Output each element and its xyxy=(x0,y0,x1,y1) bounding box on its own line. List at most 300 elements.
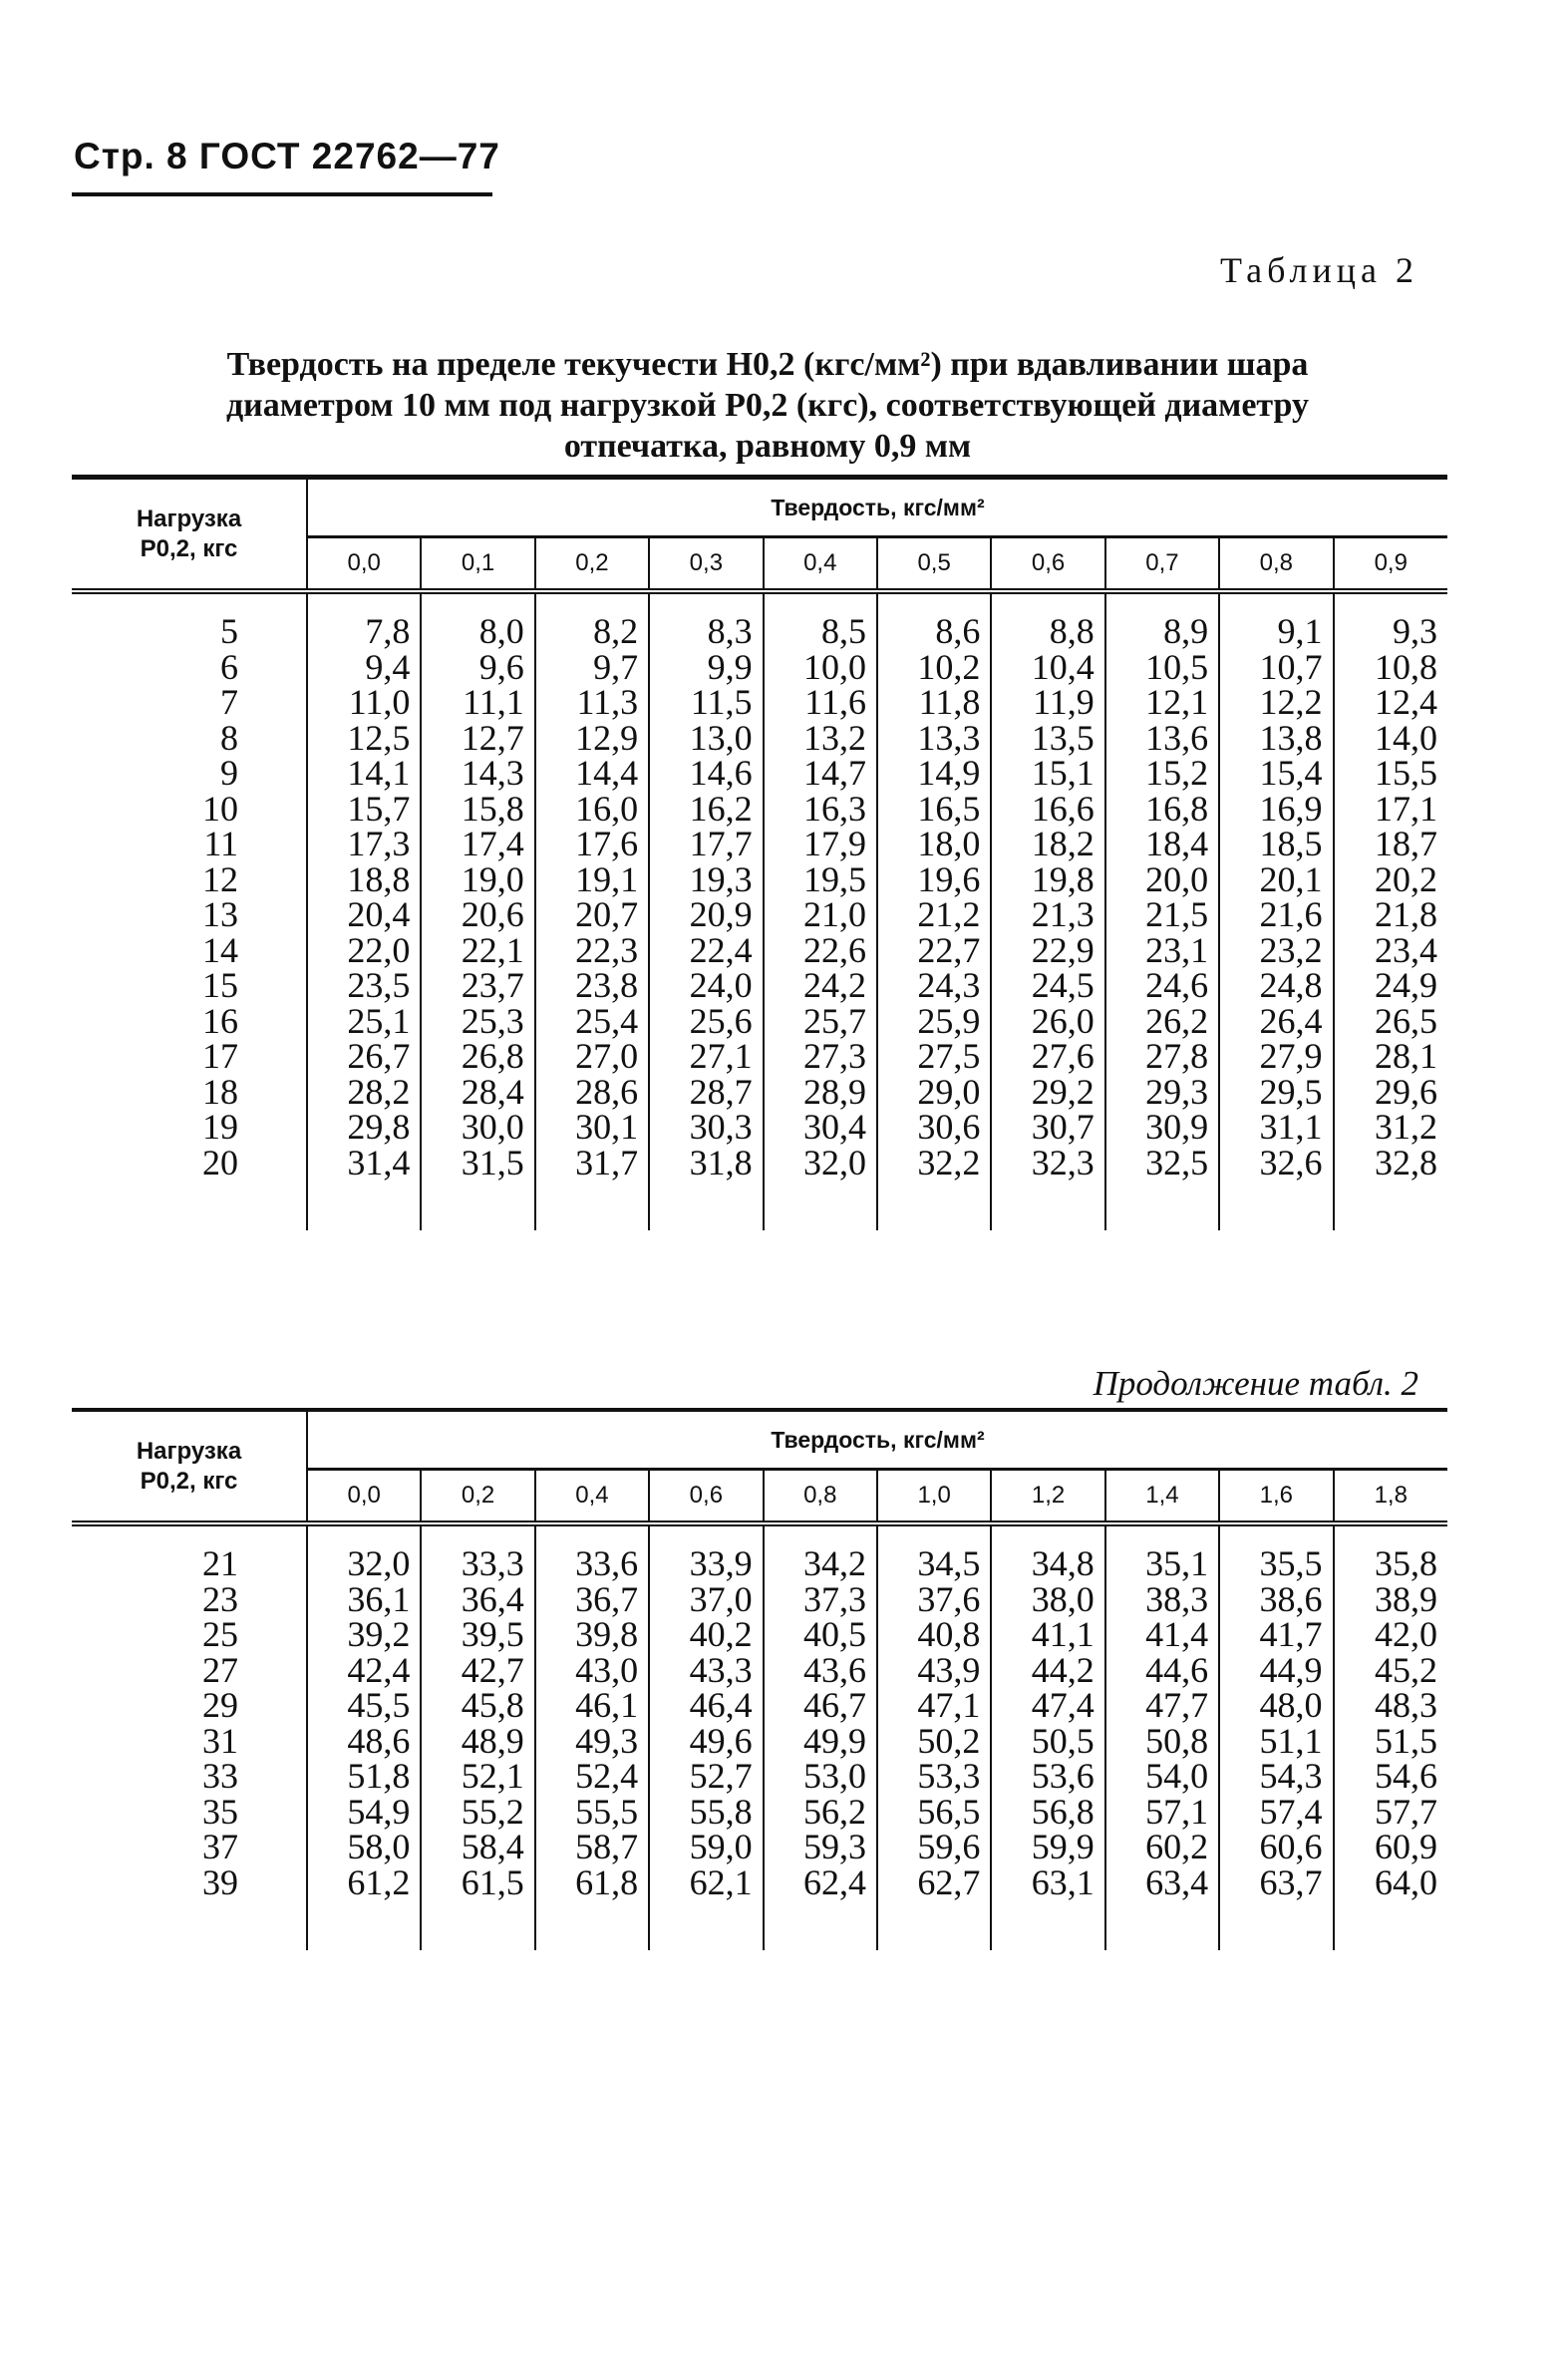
spacer-cell xyxy=(991,1900,1104,1950)
table-row xyxy=(72,1653,1447,1689)
hardness-cell: 28,7 xyxy=(649,1075,763,1111)
table-caption xyxy=(159,344,1376,467)
hardness-cell: 30,3 xyxy=(649,1110,763,1146)
table-row xyxy=(72,650,1447,686)
hardness-cell: 49,3 xyxy=(535,1724,649,1760)
spacer-cell xyxy=(991,1181,1104,1230)
hardness-cell: 26,8 xyxy=(421,1039,534,1075)
caption-line-1: Твердость на пределе текучести H0,2 (кгс/мм²) при вдавливании шара xyxy=(226,346,1309,383)
hardness-cell: 32,8 xyxy=(1334,1146,1447,1182)
column-header: 1,4 xyxy=(1105,1470,1219,1524)
load-cell: 37 xyxy=(72,1830,307,1865)
hardness-cell: 48,9 xyxy=(421,1724,534,1760)
table-row xyxy=(72,721,1447,757)
load-header xyxy=(72,1410,307,1523)
spacer-cell xyxy=(1105,1900,1219,1950)
hardness-cell: 20,0 xyxy=(1105,862,1219,898)
hardness-cell: 12,5 xyxy=(347,717,411,758)
hardness-cell: 62,1 xyxy=(649,1865,763,1901)
hardness-cell: 45,8 xyxy=(421,1688,534,1724)
hardness-cell: 17,7 xyxy=(649,827,763,862)
hardness-header: Твердость, кгс/мм² xyxy=(307,1410,1447,1470)
hardness-cell: 29,0 xyxy=(877,1075,991,1111)
hardness-table-2 xyxy=(72,1408,1447,1950)
spacer-cell xyxy=(649,1900,763,1950)
hardness-cell: 17,6 xyxy=(535,827,649,862)
hardness-cell: 22,1 xyxy=(421,933,534,969)
hardness-cell: 59,6 xyxy=(877,1830,991,1865)
spacer-cell xyxy=(1105,1181,1219,1230)
column-header: 0,4 xyxy=(764,537,877,592)
table-row xyxy=(72,756,1447,792)
hardness-cell: 11,8 xyxy=(877,685,991,721)
hardness-cell: 17,4 xyxy=(421,827,534,862)
hardness-cell: 26,5 xyxy=(1334,1004,1447,1040)
spacer-cell xyxy=(1219,1900,1333,1950)
hardness-cell: 22,6 xyxy=(764,933,877,969)
hardness-cell: 15,5 xyxy=(1334,756,1447,792)
hardness-cell: 18,5 xyxy=(1219,827,1333,862)
load-cell: 31 xyxy=(72,1724,307,1760)
load-cell: 33 xyxy=(72,1759,307,1795)
hardness-cell: 27,0 xyxy=(535,1039,649,1075)
hardness-cell: 61,2 xyxy=(347,1861,411,1902)
hardness-cell: 31,8 xyxy=(649,1146,763,1182)
hardness-cell: 57,4 xyxy=(1219,1795,1333,1831)
load-cell: 7 xyxy=(72,685,307,721)
hardness-cell: 16,8 xyxy=(1105,792,1219,828)
hardness-cell: 33,6 xyxy=(535,1546,649,1582)
column-header: 0,1 xyxy=(421,537,534,592)
hardness-cell: 8,5 xyxy=(764,614,877,650)
hardness-cell: 21,3 xyxy=(991,897,1104,933)
hardness-cell: 21,0 xyxy=(764,897,877,933)
hardness-cell: 31,4 xyxy=(347,1142,411,1182)
hardness-header: Твердость, кгс/мм² xyxy=(307,478,1447,537)
hardness-cell: 38,6 xyxy=(1219,1582,1333,1618)
hardness-cell: 27,6 xyxy=(991,1039,1104,1075)
column-header: 0,0 xyxy=(347,549,381,576)
hardness-cell: 31,5 xyxy=(421,1146,534,1182)
load-cell: 29 xyxy=(72,1688,307,1724)
hardness-cell: 52,1 xyxy=(421,1759,534,1795)
column-header: 1,0 xyxy=(877,1470,991,1524)
column-header: 0,9 xyxy=(1334,537,1447,592)
hardness-cell: 17,9 xyxy=(764,827,877,862)
hardness-cell: 20,1 xyxy=(1219,862,1333,898)
column-header: 0,2 xyxy=(421,1470,534,1524)
hardness-cell: 23,8 xyxy=(535,968,649,1004)
spacer-cell xyxy=(764,1181,877,1230)
hardness-cell: 53,3 xyxy=(877,1759,991,1795)
hardness-cell: 62,4 xyxy=(764,1865,877,1901)
hardness-cell: 31,2 xyxy=(1334,1110,1447,1146)
load-cell: 35 xyxy=(72,1795,307,1831)
hardness-cell: 36,7 xyxy=(535,1582,649,1618)
hardness-cell: 35,1 xyxy=(1105,1546,1219,1582)
hardness-cell: 34,5 xyxy=(877,1546,991,1582)
hardness-cell: 24,9 xyxy=(1334,968,1447,1004)
hardness-cell: 36,1 xyxy=(347,1578,411,1619)
hardness-cell: 23,5 xyxy=(347,965,411,1005)
hardness-cell: 30,6 xyxy=(877,1110,991,1146)
hardness-cell: 22,4 xyxy=(649,933,763,969)
hardness-cell: 14,0 xyxy=(1334,721,1447,757)
column-header: 0,5 xyxy=(877,537,991,592)
column-header: 0,8 xyxy=(1219,537,1333,592)
hardness-cell: 18,2 xyxy=(991,827,1104,862)
hardness-table-1 xyxy=(72,475,1447,1230)
hardness-cell: 46,7 xyxy=(764,1688,877,1724)
hardness-cell: 43,0 xyxy=(535,1653,649,1689)
load-header-sub: P0,2, кгс xyxy=(140,534,238,562)
hardness-cell: 39,2 xyxy=(347,1614,411,1654)
load-cell: 17 xyxy=(72,1039,307,1075)
table-row xyxy=(72,1795,1447,1831)
hardness-cell: 14,9 xyxy=(877,756,991,792)
hardness-cell: 55,5 xyxy=(535,1795,649,1831)
hardness-cell: 10,5 xyxy=(1105,650,1219,686)
column-header: 1,8 xyxy=(1334,1470,1447,1524)
hardness-cell: 55,2 xyxy=(421,1795,534,1831)
table-row xyxy=(72,614,1447,650)
hardness-cell: 9,1 xyxy=(1219,614,1333,650)
spacer-cell xyxy=(72,1900,307,1950)
spacer-cell xyxy=(764,1900,877,1950)
hardness-cell: 57,7 xyxy=(1334,1795,1447,1831)
hardness-cell: 46,1 xyxy=(535,1688,649,1724)
column-header: 0,3 xyxy=(649,537,763,592)
hardness-cell: 28,2 xyxy=(347,1071,411,1112)
hardness-cell: 14,1 xyxy=(347,753,411,793)
hardness-cell: 26,4 xyxy=(1219,1004,1333,1040)
hardness-cell: 24,2 xyxy=(764,968,877,1004)
hardness-cell: 28,6 xyxy=(535,1075,649,1111)
hardness-cell: 39,5 xyxy=(421,1617,534,1653)
hardness-cell: 16,2 xyxy=(649,792,763,828)
hardness-cell: 32,0 xyxy=(347,1543,411,1583)
hardness-cell: 19,1 xyxy=(535,862,649,898)
hardness-cell: 37,0 xyxy=(649,1582,763,1618)
hardness-cell: 29,3 xyxy=(1105,1075,1219,1111)
hardness-cell: 13,6 xyxy=(1105,721,1219,757)
hardness-cell: 28,4 xyxy=(421,1075,534,1111)
hardness-cell: 59,0 xyxy=(649,1830,763,1865)
column-header: 1,6 xyxy=(1219,1470,1333,1524)
hardness-cell: 23,7 xyxy=(421,968,534,1004)
hardness-cell: 8,3 xyxy=(649,614,763,650)
hardness-cell: 7,8 xyxy=(365,611,411,651)
load-cell: 12 xyxy=(72,862,307,898)
header-rule xyxy=(72,192,492,196)
table-row xyxy=(72,827,1447,862)
hardness-cell: 26,0 xyxy=(991,1004,1104,1040)
load-cell: 15 xyxy=(72,968,307,1004)
load-cell: 11 xyxy=(72,827,307,862)
hardness-cell: 40,2 xyxy=(649,1617,763,1653)
hardness-cell: 26,2 xyxy=(1105,1004,1219,1040)
hardness-cell: 54,0 xyxy=(1105,1759,1219,1795)
load-cell: 8 xyxy=(72,721,307,757)
hardness-cell: 13,5 xyxy=(991,721,1104,757)
hardness-cell: 27,5 xyxy=(877,1039,991,1075)
hardness-cell: 40,5 xyxy=(764,1617,877,1653)
spacer-cell xyxy=(877,1181,991,1230)
spacer-cell xyxy=(1219,1181,1333,1230)
hardness-cell: 32,5 xyxy=(1105,1146,1219,1182)
hardness-cell: 33,9 xyxy=(649,1546,763,1582)
hardness-cell: 9,3 xyxy=(1334,614,1447,650)
hardness-cell: 27,8 xyxy=(1105,1039,1219,1075)
hardness-cell: 13,0 xyxy=(649,721,763,757)
hardness-cell: 50,8 xyxy=(1105,1724,1219,1760)
table-row xyxy=(72,1039,1447,1075)
load-cell: 25 xyxy=(72,1617,307,1653)
spacer-cell xyxy=(877,1900,991,1950)
hardness-cell: 48,3 xyxy=(1334,1688,1447,1724)
hardness-cell: 8,8 xyxy=(991,614,1104,650)
hardness-cell: 24,0 xyxy=(649,968,763,1004)
hardness-cell: 27,3 xyxy=(764,1039,877,1075)
hardness-cell: 58,0 xyxy=(347,1827,411,1866)
hardness-cell: 35,8 xyxy=(1334,1546,1447,1582)
hardness-cell: 19,0 xyxy=(421,862,534,898)
hardness-cell: 15,2 xyxy=(1105,756,1219,792)
hardness-cell: 15,7 xyxy=(347,788,411,829)
hardness-cell: 32,0 xyxy=(764,1146,877,1182)
hardness-cell: 43,3 xyxy=(649,1653,763,1689)
table-row xyxy=(72,1075,1447,1111)
hardness-cell: 38,9 xyxy=(1334,1582,1447,1618)
load-header-title: Нагрузка xyxy=(136,1437,242,1465)
hardness-cell: 24,8 xyxy=(1219,968,1333,1004)
hardness-cell: 10,8 xyxy=(1334,650,1447,686)
load-cell: 23 xyxy=(72,1582,307,1618)
hardness-cell: 25,7 xyxy=(764,1004,877,1040)
table-row xyxy=(72,1688,1447,1724)
spacer-cell xyxy=(535,1181,649,1230)
hardness-cell: 17,3 xyxy=(347,824,411,863)
hardness-cell: 18,7 xyxy=(1334,827,1447,862)
hardness-cell: 11,1 xyxy=(421,685,534,721)
hardness-cell: 34,2 xyxy=(764,1546,877,1582)
hardness-cell: 60,9 xyxy=(1334,1830,1447,1865)
hardness-cell: 20,7 xyxy=(535,897,649,933)
spacer-cell xyxy=(1334,1181,1447,1230)
load-header xyxy=(72,478,307,592)
hardness-cell: 18,4 xyxy=(1105,827,1219,862)
hardness-cell: 41,7 xyxy=(1219,1617,1333,1653)
hardness-cell: 30,7 xyxy=(991,1110,1104,1146)
hardness-cell: 41,4 xyxy=(1105,1617,1219,1653)
hardness-cell: 30,4 xyxy=(764,1110,877,1146)
hardness-cell: 24,5 xyxy=(991,968,1104,1004)
load-cell: 5 xyxy=(72,614,307,650)
hardness-cell: 51,1 xyxy=(1219,1724,1333,1760)
hardness-cell: 8,6 xyxy=(877,614,991,650)
hardness-cell: 12,2 xyxy=(1219,685,1333,721)
hardness-cell: 15,4 xyxy=(1219,756,1333,792)
hardness-cell: 43,6 xyxy=(764,1653,877,1689)
hardness-cell: 56,8 xyxy=(991,1795,1104,1831)
table-body xyxy=(72,594,1447,1230)
load-header-sub: P0,2, кгс xyxy=(140,1467,238,1495)
hardness-cell: 28,9 xyxy=(764,1075,877,1111)
hardness-cell: 48,0 xyxy=(1219,1688,1333,1724)
load-cell: 9 xyxy=(72,756,307,792)
hardness-cell: 19,5 xyxy=(764,862,877,898)
hardness-cell: 47,7 xyxy=(1105,1688,1219,1724)
hardness-cell: 45,2 xyxy=(1334,1653,1447,1689)
hardness-cell: 40,8 xyxy=(877,1617,991,1653)
table-row xyxy=(72,897,1447,933)
hardness-cell: 22,7 xyxy=(877,933,991,969)
hardness-cell: 47,1 xyxy=(877,1688,991,1724)
hardness-cell: 24,6 xyxy=(1105,968,1219,1004)
hardness-cell: 21,2 xyxy=(877,897,991,933)
hardness-cell: 11,5 xyxy=(649,685,763,721)
hardness-cell: 19,8 xyxy=(991,862,1104,898)
table-row xyxy=(72,1724,1447,1760)
column-header: 0,6 xyxy=(649,1470,763,1524)
hardness-cell: 56,2 xyxy=(764,1795,877,1831)
hardness-cell: 23,4 xyxy=(1334,933,1447,969)
hardness-cell: 29,5 xyxy=(1219,1075,1333,1111)
hardness-cell: 51,8 xyxy=(347,1756,411,1796)
spacer-cell xyxy=(421,1181,534,1230)
caption-line-2: диаметром 10 мм под нагрузкой P0,2 (кгс), соответствующей диаметру xyxy=(225,387,1309,424)
load-cell: 16 xyxy=(72,1004,307,1040)
table-row xyxy=(72,685,1447,721)
hardness-cell: 30,0 xyxy=(421,1110,534,1146)
load-cell: 39 xyxy=(72,1865,307,1901)
hardness-cell: 50,2 xyxy=(877,1724,991,1760)
hardness-cell: 37,6 xyxy=(877,1582,991,1618)
hardness-cell: 22,9 xyxy=(991,933,1104,969)
hardness-cell: 54,3 xyxy=(1219,1759,1333,1795)
hardness-cell: 25,6 xyxy=(649,1004,763,1040)
hardness-cell: 13,2 xyxy=(764,721,877,757)
spacer-cell xyxy=(307,1181,421,1230)
load-cell: 13 xyxy=(72,897,307,933)
hardness-cell: 31,7 xyxy=(535,1146,649,1182)
hardness-cell: 32,6 xyxy=(1219,1146,1333,1182)
column-header: 0,8 xyxy=(764,1470,877,1524)
hardness-cell: 58,7 xyxy=(535,1830,649,1865)
hardness-cell: 13,3 xyxy=(877,721,991,757)
hardness-cell: 17,1 xyxy=(1334,792,1447,828)
hardness-cell: 55,8 xyxy=(649,1795,763,1831)
spacer-cell xyxy=(72,1526,307,1546)
hardness-cell: 45,5 xyxy=(347,1685,411,1725)
hardness-cell: 21,6 xyxy=(1219,897,1333,933)
hardness-cell: 54,9 xyxy=(347,1791,411,1832)
hardness-cell: 22,3 xyxy=(535,933,649,969)
hardness-cell: 42,7 xyxy=(421,1653,534,1689)
spacer-cell xyxy=(421,1900,534,1950)
hardness-cell: 16,3 xyxy=(764,792,877,828)
column-header: 1,2 xyxy=(991,1470,1104,1524)
table-body xyxy=(72,1526,1447,1950)
hardness-cell: 57,1 xyxy=(1105,1795,1219,1831)
load-cell: 10 xyxy=(72,792,307,828)
hardness-cell: 21,8 xyxy=(1334,897,1447,933)
hardness-cell: 36,4 xyxy=(421,1582,534,1618)
hardness-cell: 25,9 xyxy=(877,1004,991,1040)
table-row xyxy=(72,1546,1447,1582)
hardness-cell: 30,1 xyxy=(535,1110,649,1146)
hardness-cell: 16,5 xyxy=(877,792,991,828)
spacer-cell xyxy=(535,1900,649,1950)
hardness-cell: 39,8 xyxy=(535,1617,649,1653)
hardness-cell: 11,6 xyxy=(764,685,877,721)
hardness-cell: 42,4 xyxy=(347,1649,411,1690)
hardness-cell: 14,3 xyxy=(421,756,534,792)
caption-line-3: отпечатка, равному 0,9 мм xyxy=(563,428,972,465)
spacer-cell xyxy=(72,594,307,614)
column-header: 0,2 xyxy=(535,537,649,592)
hardness-cell: 52,4 xyxy=(535,1759,649,1795)
hardness-cell: 60,2 xyxy=(1105,1830,1219,1865)
hardness-cell: 32,3 xyxy=(991,1146,1104,1182)
hardness-cell: 10,0 xyxy=(764,650,877,686)
hardness-cell: 20,6 xyxy=(421,897,534,933)
hardness-cell: 16,9 xyxy=(1219,792,1333,828)
hardness-cell: 23,2 xyxy=(1219,933,1333,969)
hardness-cell: 26,7 xyxy=(347,1036,411,1076)
hardness-cell: 51,5 xyxy=(1334,1724,1447,1760)
hardness-cell: 63,1 xyxy=(991,1865,1104,1901)
load-cell: 27 xyxy=(72,1653,307,1689)
hardness-cell: 23,1 xyxy=(1105,933,1219,969)
load-cell: 14 xyxy=(72,933,307,969)
hardness-cell: 12,4 xyxy=(1334,685,1447,721)
hardness-cell: 14,7 xyxy=(764,756,877,792)
hardness-cell: 24,3 xyxy=(877,968,991,1004)
hardness-cell: 29,6 xyxy=(1334,1075,1447,1111)
hardness-cell: 20,9 xyxy=(649,897,763,933)
hardness-cell: 18,8 xyxy=(347,858,411,899)
hardness-cell: 63,4 xyxy=(1105,1865,1219,1901)
spacer-cell xyxy=(307,1900,421,1950)
hardness-cell: 28,1 xyxy=(1334,1039,1447,1075)
hardness-cell: 19,3 xyxy=(649,862,763,898)
hardness-cell: 13,8 xyxy=(1219,721,1333,757)
hardness-cell: 44,2 xyxy=(991,1653,1104,1689)
column-header: 0,0 xyxy=(347,1482,381,1509)
hardness-cell: 12,9 xyxy=(535,721,649,757)
column-header: 0,6 xyxy=(991,537,1104,592)
hardness-cell: 35,5 xyxy=(1219,1546,1333,1582)
hardness-cell: 27,9 xyxy=(1219,1039,1333,1075)
hardness-cell: 62,7 xyxy=(877,1865,991,1901)
hardness-cell: 38,0 xyxy=(991,1582,1104,1618)
hardness-cell: 25,3 xyxy=(421,1004,534,1040)
table-label: Таблица 2 xyxy=(1220,250,1418,290)
hardness-cell: 16,6 xyxy=(991,792,1104,828)
hardness-cell: 14,6 xyxy=(649,756,763,792)
hardness-cell: 61,5 xyxy=(421,1865,534,1901)
hardness-cell: 9,7 xyxy=(535,650,649,686)
load-cell: 6 xyxy=(72,650,307,686)
hardness-cell: 44,9 xyxy=(1219,1653,1333,1689)
load-cell: 19 xyxy=(72,1110,307,1146)
hardness-cell: 53,6 xyxy=(991,1759,1104,1795)
hardness-cell: 64,0 xyxy=(1334,1865,1447,1901)
table-row xyxy=(72,1582,1447,1618)
hardness-cell: 8,9 xyxy=(1105,614,1219,650)
hardness-cell: 11,0 xyxy=(348,682,411,722)
